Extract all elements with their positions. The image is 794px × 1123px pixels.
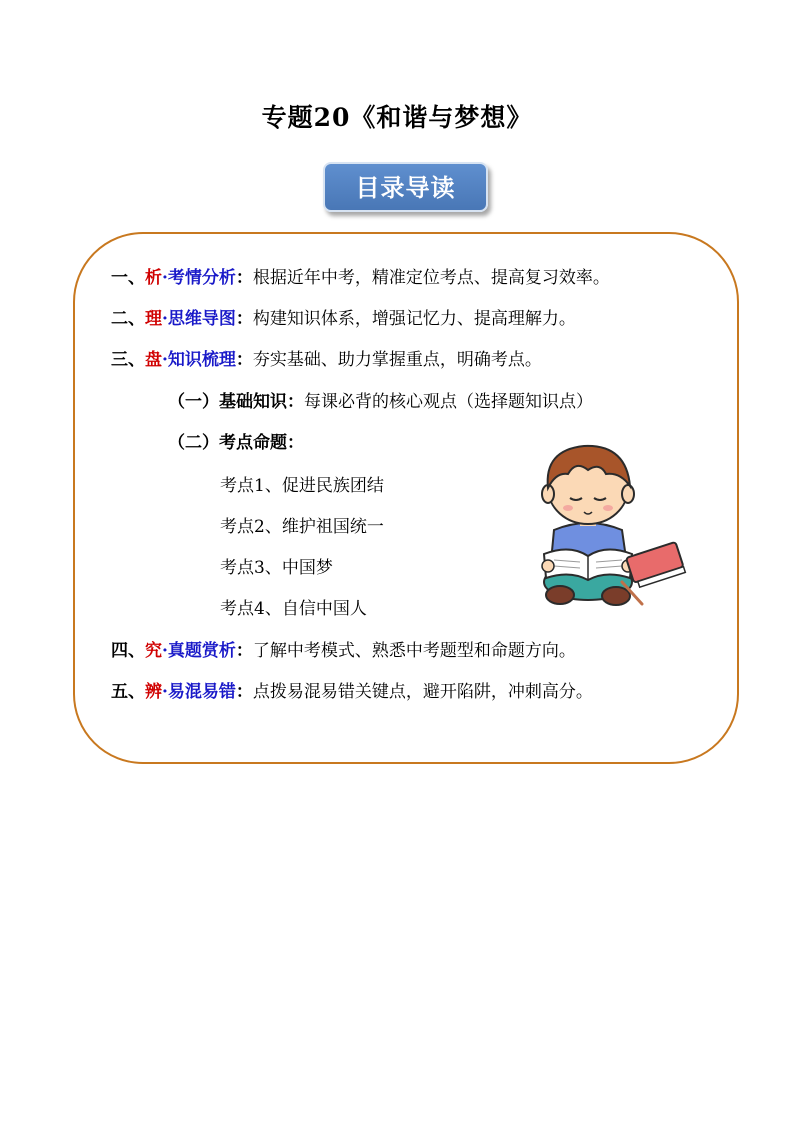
section-3-name: 知识梳理 [167, 350, 236, 370]
section-5-char: 辨 [145, 682, 162, 702]
toc-button[interactable]: 目录导读 [323, 162, 488, 212]
section-1-desc: 根据近年中考，精准定位考点、提高复习效率。 [252, 268, 610, 288]
section-3: 三、盘·知识梳理：夯实基础、助力掌握重点，明确考点。 [111, 350, 542, 370]
section-2-name: 思维导图 [167, 309, 236, 329]
section-4-desc: 了解中考模式、熟悉中考题型和命题方向。 [252, 641, 576, 661]
section-4: 四、究·真题赏析：了解中考模式、熟悉中考题型和命题方向。 [111, 641, 576, 661]
section-5-name: 易混易错 [167, 682, 236, 702]
section-2-desc: 构建知识体系，增强记忆力、提高理解力。 [252, 309, 576, 329]
subsection-basic-desc: 每课必背的核心观点（选择题知识点） [304, 392, 593, 412]
section-2: 二、理·思维导图：构建知识体系，增强记忆力、提高理解力。 [111, 309, 576, 329]
subsection-basic-label: （一）基础知识 [168, 392, 287, 412]
section-1-name: 考情分析 [167, 268, 236, 288]
page-title: 专题20《和谐与梦想》 [261, 103, 533, 132]
section-1: 一、析·考情分析：根据近年中考，精准定位考点、提高复习效率。 [111, 268, 610, 288]
point-item-4: 考点4、自信中国人 [220, 599, 367, 619]
point-item-3: 考点3、中国梦 [220, 558, 333, 578]
section-3-char: 盘 [145, 350, 162, 370]
section-5: 五、辨·易混易错：点拨易混易错关键点，避开陷阱，冲刺高分。 [111, 682, 593, 702]
kid-reading-book-icon [530, 432, 695, 610]
section-4-name: 真题赏析 [167, 641, 236, 661]
point-item-2: 考点2、维护祖国统一 [220, 517, 384, 537]
section-4-char: 究 [145, 641, 162, 661]
section-5-desc: 点拨易混易错关键点，避开陷阱，冲刺高分。 [252, 682, 593, 702]
subsection-points-label: （二）考点命题： [168, 433, 304, 453]
section-1-char: 析 [145, 268, 162, 288]
section-2-char: 理 [145, 309, 162, 329]
point-item-1: 考点1、促进民族团结 [220, 476, 384, 496]
subsection-basic: （一）基础知识：每课必背的核心观点（选择题知识点） [168, 392, 593, 412]
section-3-desc: 夯实基础、助力掌握重点，明确考点。 [252, 350, 542, 370]
